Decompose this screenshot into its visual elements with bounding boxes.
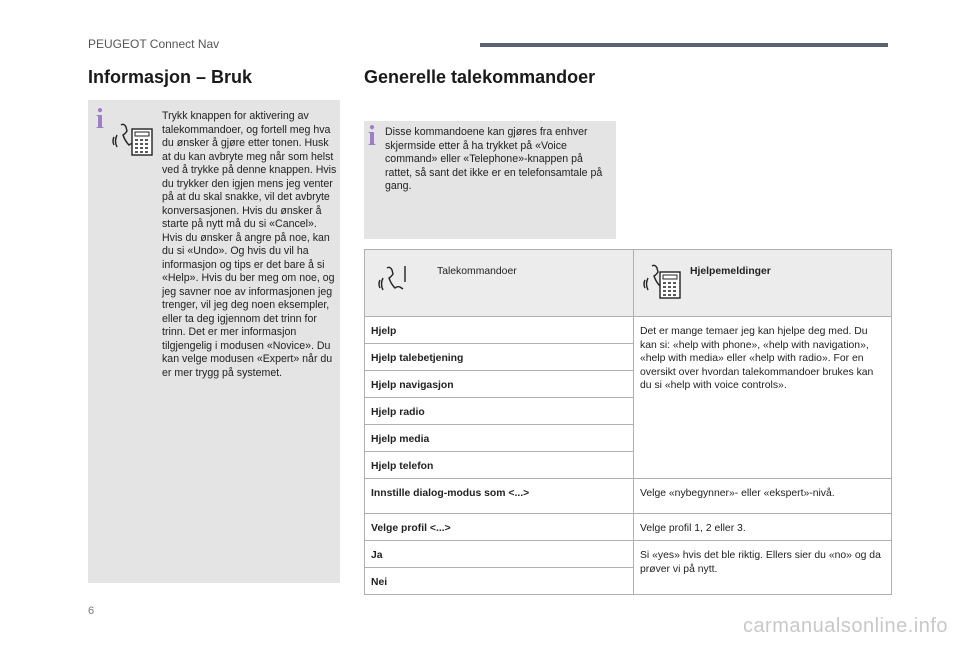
- left-heading: Informasjon – Bruk: [88, 67, 253, 87]
- command-cell: Hjelp talebetjening: [365, 344, 634, 371]
- info-box-right: [364, 121, 616, 239]
- table-header-row: [365, 250, 892, 317]
- command-cell: Ja: [365, 541, 634, 568]
- right-info-text: Disse kommandoene kan gjøres fra enhver skjermside etter å ha trykket på «Voice command» eller «Telephone»-knappen på rattet, så sant det ikke er en telefonsamtale på gang.: [385, 126, 603, 192]
- table-row: [365, 479, 892, 514]
- info-box-left: [88, 100, 340, 583]
- table-header-commands: [365, 250, 634, 317]
- table-row: [365, 514, 892, 541]
- keypad-icon: [642, 258, 684, 302]
- command-cell: Velge profil <...>: [365, 514, 634, 541]
- info-icon: i: [96, 104, 104, 135]
- voice-command-icon: [110, 115, 154, 159]
- command-cell: Hjelp media: [365, 425, 634, 452]
- command-cell: Hjelp telefon: [365, 452, 634, 479]
- table-header-messages-label: Hjelpemeldinger: [690, 266, 771, 277]
- left-info-text: Trykk knappen for aktivering av talekommandoer, og fortell meg hva du ønsker å gjøre etter tonen. Husk at du kan avbryte meg når som helst ved å trykke på denne knappen. Hvis du trykker den igjen mens jeg venter på at du skal snakke, vil det avbryte konversasjonen. Hvis du ønsker å starte på nytt må du si «Cancel». Hvis du ønsker å angre på noe, kan du si «Undo». Og hvis du vil ha informasjon og tips er det bare å si «Help». Hvis du ber meg om noe, og jeg savner noe av informasjonen jeg trenger, vil jeg deg noen eksempler, eller ta deg igjennom det trinn for trinn. Det er mer informasjon tilgjengelig i modusen «Novice». Du kan velge modusen «Expert» når du er mer trygg på systemet.: [162, 110, 337, 379]
- right-heading: Generelle talekommandoer: [364, 67, 596, 87]
- page-number: 6: [88, 605, 95, 617]
- table-row: [365, 317, 892, 344]
- command-cell: Hjelp: [365, 317, 634, 344]
- message-cell: Si «yes» hvis det ble riktig. Ellers sier du «no» og da prøver vi på nytt.: [634, 541, 892, 595]
- voice-command-icon: [377, 258, 409, 298]
- header-bar: [480, 43, 888, 47]
- command-cell: Nei: [365, 568, 634, 595]
- message-cell: Velge «nybegynner»- eller «ekspert»-nivå.: [634, 479, 892, 514]
- message-cell: Velge profil 1, 2 eller 3.: [634, 514, 892, 541]
- command-cell: Innstille dialog-modus som <...>: [365, 479, 634, 514]
- command-cell: Hjelp radio: [365, 398, 634, 425]
- command-cell: Hjelp navigasjon: [365, 371, 634, 398]
- header-title: PEUGEOT Connect Nav: [88, 37, 220, 51]
- commands-table: [364, 249, 892, 595]
- watermark: carmanualsonline.info: [742, 615, 948, 637]
- table-header-messages: [634, 250, 892, 317]
- table-header-commands-label: Talekommandoer: [437, 266, 517, 277]
- table-row: [365, 541, 892, 568]
- message-cell: Det er mange temaer jeg kan hjelpe deg med. Du kan si: «help with phone», «help with navigation», «help with media» eller «help with radio». For en oversikt over hvordan talekommandoer brukes kan du si «help with voice controls».: [634, 317, 892, 479]
- info-icon: i: [368, 121, 376, 152]
